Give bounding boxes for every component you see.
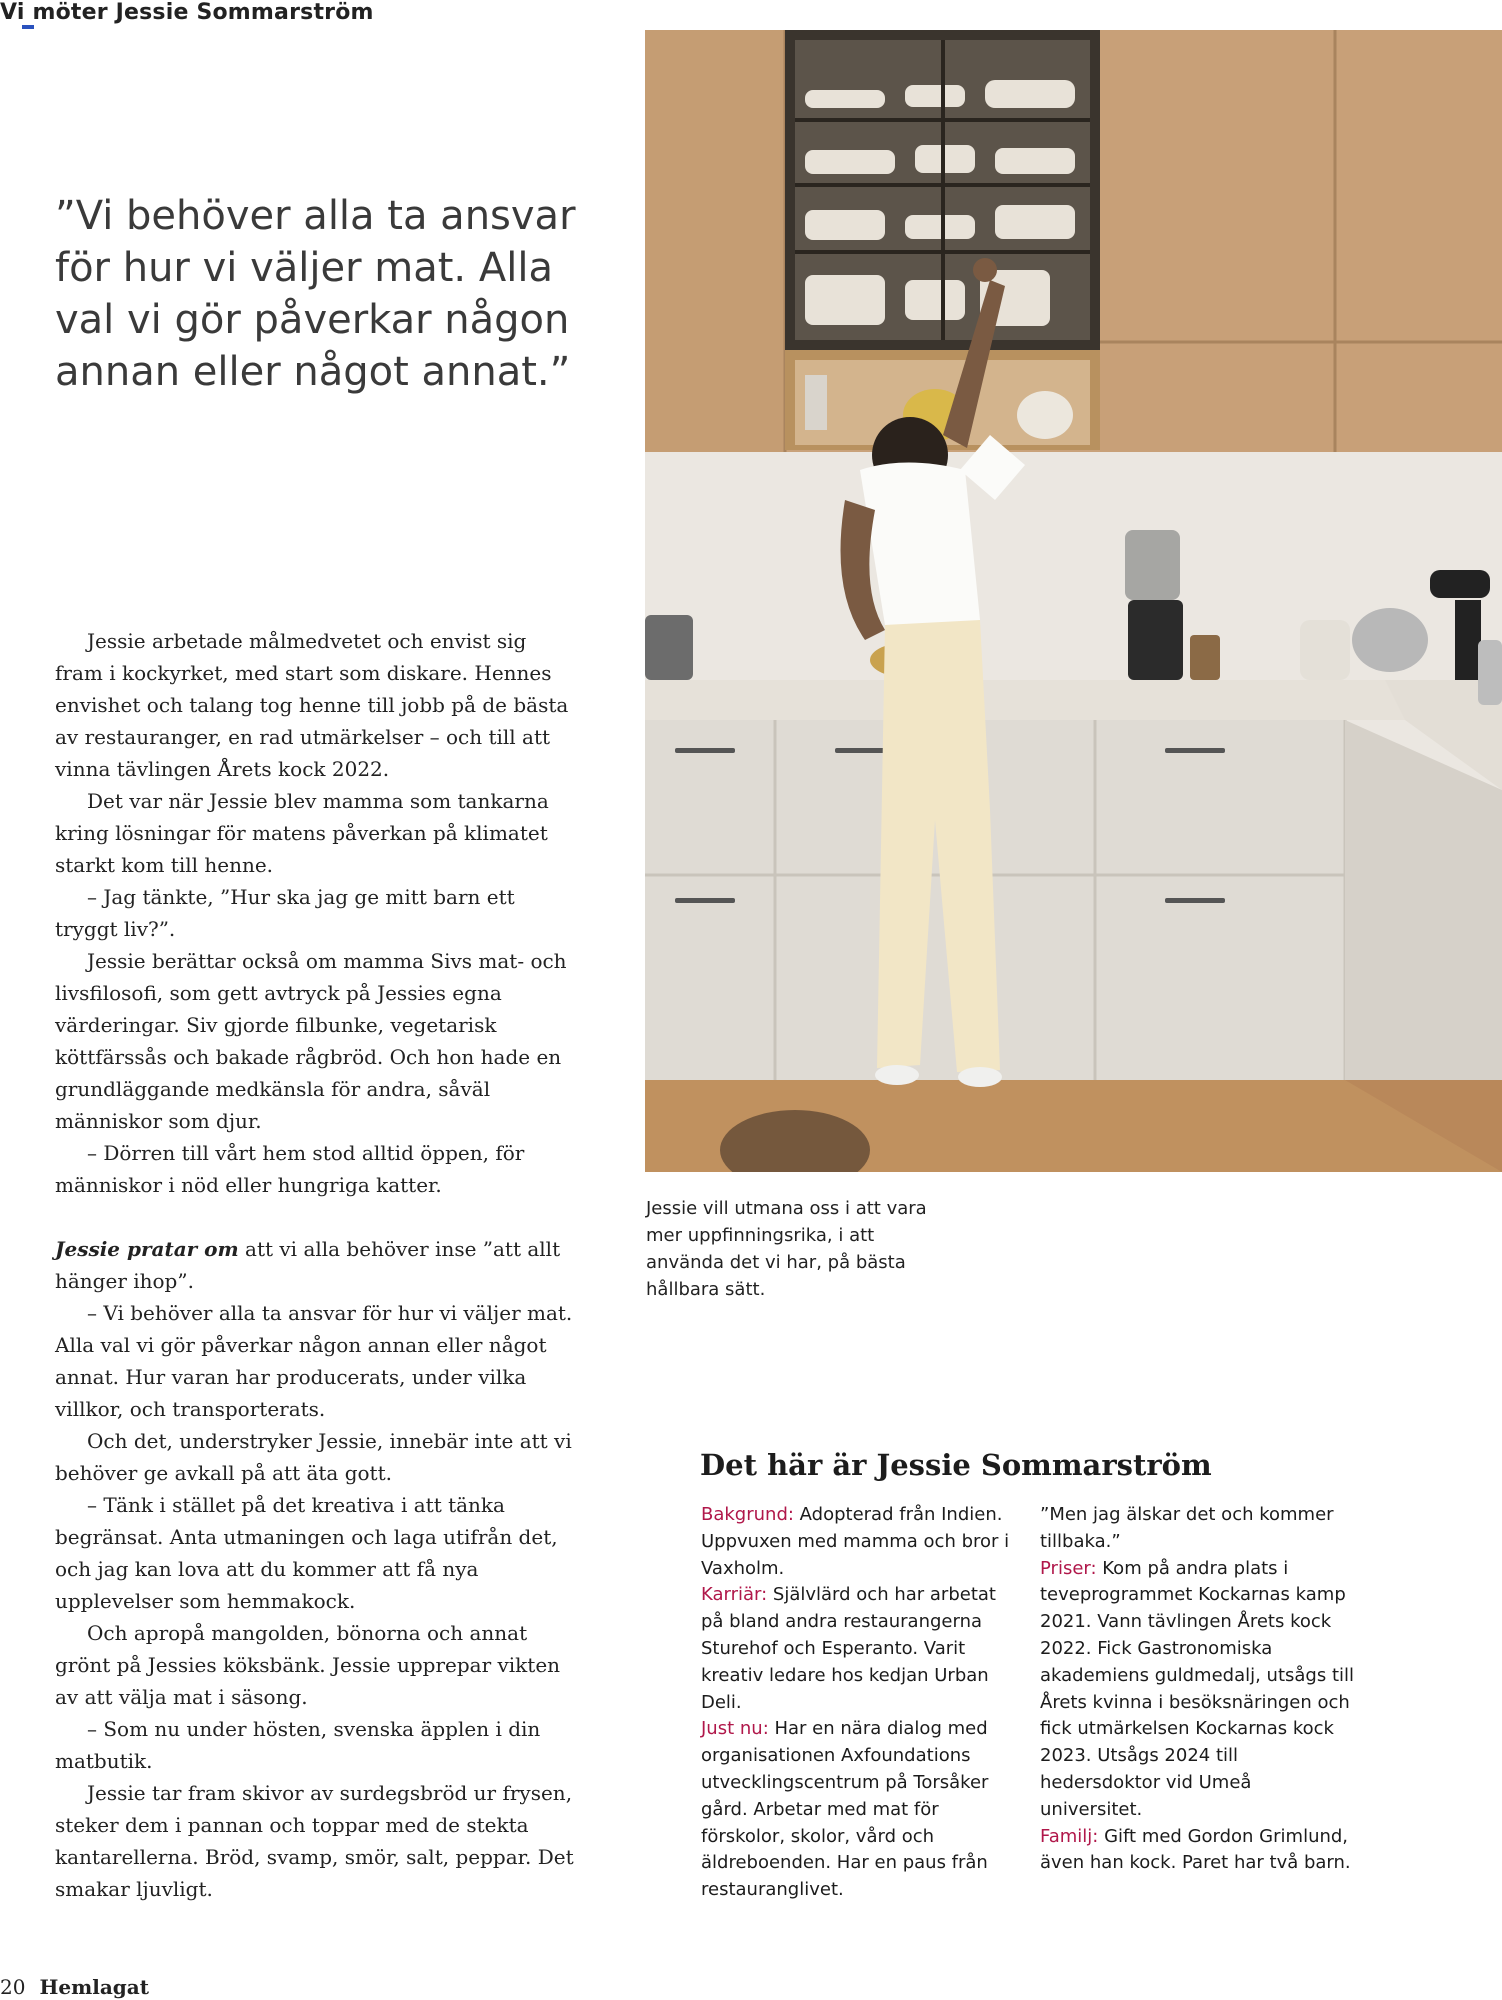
pull-quote: ”Vi behöver alla ta ansvar för hur vi väljer mat. Alla val vi gör påverkar någon annan eller något annat.” (55, 193, 576, 395)
fact-justnu (701, 1716, 1016, 1904)
fact-karriar (701, 1582, 1016, 1716)
photo-caption: Jessie vill utmana oss i att vara mer uppfinningsrika, i att använda det vi har, på bästa hållbara sätt. (646, 1198, 927, 1300)
fact-text: Självlärd och har arbetat på bland andra restaurangerna Sturehof och Esperanto. Varit kreativ ledare hos kedjan Urban Deli. (701, 1584, 996, 1713)
paragraph: – Jag tänkte, ”Hur ska jag ge mitt barn ett tryggt liv?”. (55, 885, 515, 941)
fact-label: Bakgrund: (701, 1504, 794, 1525)
fact-label: Karriär: (701, 1584, 768, 1606)
fact-text: Gift med Gordon Grimlund, även han kock. Paret har två barn. (1040, 1825, 1351, 1874)
factbox-column-left (701, 1502, 1016, 1904)
fact-quote: ”Men jag älskar det och kommer tillbaka.” (1040, 1504, 1334, 1552)
paragraph: – Som nu under hösten, svenska äpplen i din matbutik. (55, 1717, 541, 1773)
paragraph: Det var när Jessie blev mamma som tankarna kring lösningar för matens påverkan på klimatet starkt kom till henne. (55, 789, 549, 877)
kitchen-illustration (645, 30, 1502, 1172)
fact-label: Priser: (1040, 1557, 1097, 1579)
factbox-column-right (1040, 1502, 1355, 1877)
paragraph: Jessie berättar också om mamma Sivs mat- och livsfilosofi, som gett avtryck på Jessies egna värderingar. Siv gjorde filbunke, vegetarisk köttfärssås och bakade rågbröd. Och hon hade en grundläggande medkänsla för andra, såväl människor som djur. (55, 949, 567, 1133)
fact-label: Familj: (1040, 1825, 1099, 1847)
paragraph: – Tänk i stället på det kreativa i att tänka begränsat. Anta utmaningen och laga utifrån det, och jag kan lova att du kommer att få nya upplevelser som hemmakock. (55, 1493, 558, 1613)
paragraph: Och apropå mangolden, bönorna och annat grönt på Jessies köksbänk. Jessie upprepar vikten av att välja mat i säsong. (55, 1621, 561, 1709)
factbox-title: Det här är Jessie Sommarström (700, 1448, 1212, 1482)
article-body (55, 625, 575, 1905)
paragraph: – Dörren till vårt hem stod alltid öppen, för människor i nöd eller hungriga katter. (55, 1141, 525, 1197)
fact-text: Adopterad från Indien. Uppvuxen med mamma och bror i Vaxholm. (701, 1504, 1010, 1579)
paragraph: Jessie arbetade målmedvetet och envist sig fram i kockyrket, med start som diskare. Hennes envishet och talang tog henne till jobb på de bästa av restauranger, en rad utmärkelser – och till att vinna tävlingen Årets kock 2022. (55, 629, 569, 781)
paragraph: Och det, understryker Jessie, innebär inte att vi behöver ge avkall på att äta gott. (55, 1429, 572, 1485)
fact-text: Har en nära dialog med organisationen Axfoundations utvecklingscentrum på Torsåker gård. Arbetar med mat för förskolor, skolor, vård och äldreboenden. Har en paus från restauranglivet. (701, 1718, 989, 1901)
magazine-name: Hemlagat (39, 1975, 149, 1999)
page-footer (0, 1975, 149, 1999)
fact-label: Just nu: (701, 1718, 769, 1740)
section-marker (22, 25, 34, 29)
fact-text: Kom på andra plats i teveprogrammet Kockarnas kamp 2021. Vann tävlingen Årets kock 2022. Fick Gastronomiska akademiens guldmedalj, utsågs till Årets kvinna i besöksnäringen och fick utmärkelsen Kockarnas kock 2023. Utsågs 2024 till hedersdoktor vid Umeå universitet. (1040, 1557, 1355, 1820)
fact-familj (1040, 1824, 1355, 1878)
lead-in: Jessie pratar om (55, 1237, 239, 1261)
kitchen-photo (645, 30, 1502, 1172)
paragraph: Jessie tar fram skivor av surdegsbröd ur frysen, steker dem i pannan och toppar med de stekta kantarellerna. Bröd, svamp, smör, salt, peppar. Det smakar ljuvligt. (55, 1781, 574, 1901)
page-number: 20 (0, 1975, 26, 1999)
section-label: Vi möter Jessie Sommarström (0, 0, 374, 25)
lead-rest: att vi alla behöver inse ”att allt hänger ihop”. (55, 1237, 561, 1293)
paragraph: – Vi behöver alla ta ansvar för hur vi väljer mat. Alla val vi gör påverkar någon annan eller något annat. Hur varan har producerats, under vilka villkor, och transporterats. (55, 1301, 573, 1421)
fact-priser (1040, 1556, 1355, 1824)
paragraph-lead (55, 1233, 575, 1297)
fact-bakgrund (701, 1502, 1016, 1582)
